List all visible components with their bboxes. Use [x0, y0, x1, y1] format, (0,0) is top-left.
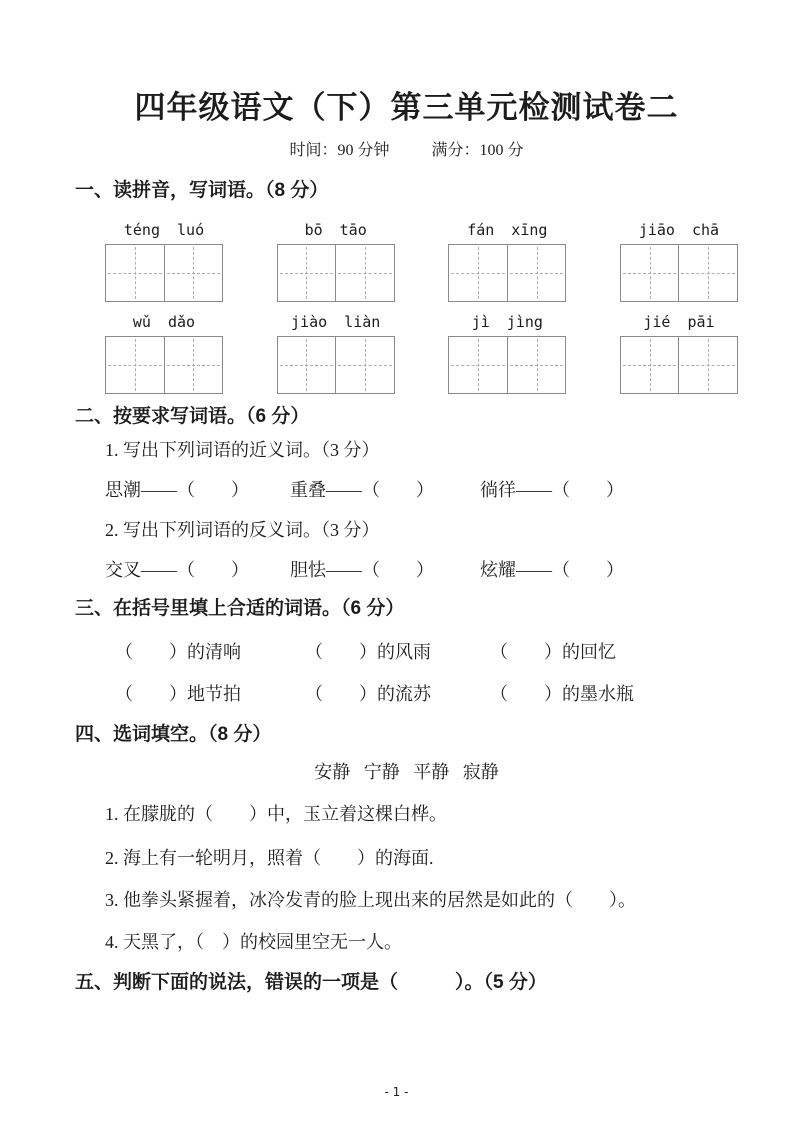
writing-cell — [335, 245, 394, 301]
word-box-group — [448, 218, 566, 302]
writing-grid — [277, 244, 395, 302]
full-score-label: 满分：100 分 — [431, 142, 524, 159]
writing-cell — [106, 245, 164, 301]
pinyin-label: bō tāo — [304, 221, 367, 239]
word-box-group — [277, 218, 395, 302]
pinyin-label: fán xīng — [467, 221, 548, 239]
synonym-row — [105, 478, 738, 502]
section-2-subitem-1: 1. 写出下列词语的近义词。（3 分） — [105, 440, 380, 460]
fill-in-item-2: 2. 海上有一轮明月，照着（ ）的海面. — [105, 848, 434, 868]
writing-cell — [678, 245, 737, 301]
writing-cell — [164, 337, 223, 393]
pinyin-label: jiào liàn — [291, 313, 381, 331]
word-box-group — [620, 218, 738, 302]
pinyin-label: jié pāi — [643, 313, 715, 331]
phrase-item: （ ）的墨水瓶 — [490, 684, 634, 704]
writing-cell — [106, 337, 164, 393]
fill-in-item-4: 4. 天黑了，（ ）的校园里空无一人。 — [105, 932, 402, 952]
word-bank: 安静 宁静 平静 寂静 — [314, 762, 499, 782]
section-3-heading: 三、在括号里填上合适的词语。（6 分） — [75, 598, 405, 619]
phrase-item: （ ）的清响 — [115, 642, 241, 662]
writing-cell — [278, 245, 336, 301]
fill-in-item-3: 3. 他拳头紧握着，冰冷发青的脸上现出来的居然是如此的（ ）。 — [105, 890, 636, 910]
pinyin-label: jì jìng — [471, 313, 543, 331]
time-label: 时间：90 分钟 — [289, 142, 390, 159]
writing-cell — [449, 245, 507, 301]
pinyin-label: téng luó — [123, 221, 205, 239]
pinyin-label: wǔ dǎo — [132, 313, 196, 331]
phrase-item: （ ）地节拍 — [115, 684, 241, 704]
writing-grid — [620, 336, 738, 394]
writing-grid — [448, 336, 566, 394]
antonym-item: 交叉——（ ） — [105, 560, 249, 580]
phrase-item: （ ）的流苏 — [305, 684, 431, 704]
word-box-group — [105, 218, 223, 302]
synonym-item: 徜徉——（ ） — [480, 480, 624, 500]
writing-grid — [620, 244, 738, 302]
section-2-subitem-2: 2. 写出下列词语的反义词。（3 分） — [105, 520, 380, 540]
pinyin-label: jiāo chā — [638, 221, 720, 239]
writing-cell — [335, 337, 394, 393]
page-title: 四年级语文（下）第三单元检测试卷二 — [134, 90, 679, 125]
pinyin-word-row-1 — [105, 218, 738, 302]
writing-cell — [507, 337, 566, 393]
section-4-heading: 四、选词填空。（8 分） — [75, 724, 272, 745]
antonym-item: 炫耀——（ ） — [480, 560, 624, 580]
fill-in-item-1: 1. 在朦胧的（ ）中，玉立着这棵白桦。 — [105, 804, 447, 824]
antonym-item: 胆怯——（ ） — [290, 560, 434, 580]
writing-cell — [621, 245, 679, 301]
phrase-row-1 — [115, 640, 738, 664]
page-number: - 1 - — [384, 1085, 409, 1099]
writing-grid — [105, 244, 223, 302]
writing-cell — [507, 245, 566, 301]
phrase-row-2 — [115, 682, 738, 706]
word-box-group — [448, 310, 566, 394]
writing-cell — [164, 245, 223, 301]
section-5-heading: 五、判断下面的说法，错误的一项是（ ）。（5 分） — [75, 972, 547, 993]
section-1-heading: 一、读拼音，写词语。（8 分） — [75, 180, 329, 201]
phrase-item: （ ）的回忆 — [490, 642, 616, 662]
synonym-item: 重叠——（ ） — [290, 480, 434, 500]
exam-meta-line — [75, 140, 738, 162]
antonym-row — [105, 558, 738, 582]
synonym-item: 思潮——（ ） — [105, 480, 249, 500]
writing-cell — [278, 337, 336, 393]
writing-cell — [678, 337, 737, 393]
word-box-group — [620, 310, 738, 394]
section-2-heading: 二、按要求写词语。（6 分） — [75, 406, 310, 427]
word-box-group — [105, 310, 223, 394]
phrase-item: （ ）的风雨 — [305, 642, 431, 662]
writing-cell — [449, 337, 507, 393]
word-box-group — [277, 310, 395, 394]
writing-cell — [621, 337, 679, 393]
writing-grid — [277, 336, 395, 394]
pinyin-word-row-2 — [105, 310, 738, 394]
writing-grid — [105, 336, 223, 394]
writing-grid — [448, 244, 566, 302]
